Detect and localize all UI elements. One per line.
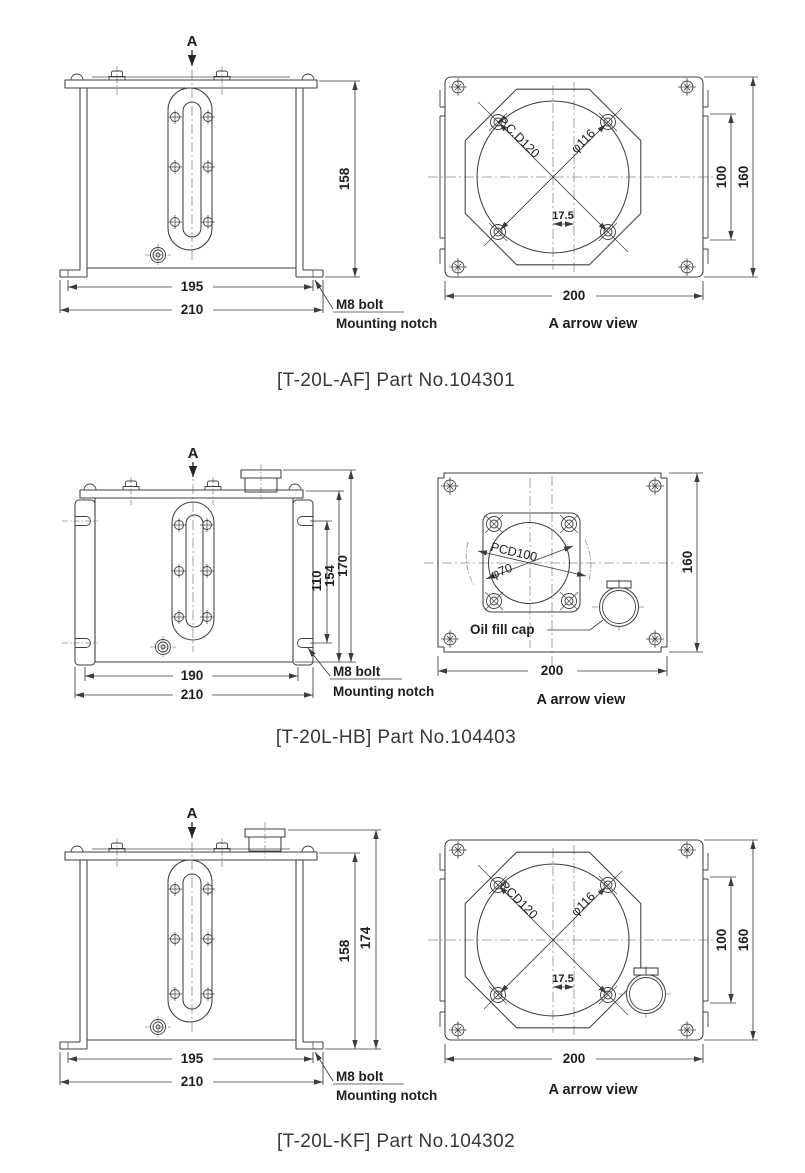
- callout-leader: [547, 620, 603, 630]
- dim-offset: 17.5: [552, 973, 574, 985]
- dim-outer-width: 210: [180, 302, 204, 317]
- pcd-label: PCD120: [497, 878, 541, 922]
- dim-inner-width: 195: [180, 279, 204, 294]
- dim-depth: 160: [736, 928, 751, 952]
- diameter-label: φ70: [488, 560, 515, 582]
- corner-screw-icon: [441, 477, 459, 495]
- corner-screw-icon: [678, 258, 696, 276]
- part-caption: [T-20L-KF] Part No.104302: [276, 1131, 516, 1152]
- dim-offset: 17.5: [552, 210, 574, 222]
- pcd-label: PCD100: [489, 539, 539, 565]
- view-arrow-label: A: [186, 805, 198, 822]
- dim-inner-width: 190: [180, 668, 204, 683]
- dim-height: 170: [335, 555, 350, 577]
- dim-hole-span: 100: [714, 928, 729, 952]
- dim-width: 200: [562, 288, 586, 303]
- pcd-label: P.C.D120: [495, 113, 543, 161]
- corner-screw-icon: [449, 78, 467, 96]
- corner-screw-icon: [646, 630, 664, 648]
- tank-front-outline: [60, 822, 404, 1085]
- corner-screw-icon: [678, 78, 696, 96]
- dim-height: 174: [358, 926, 373, 950]
- mounting-notch-mark: [68, 270, 313, 277]
- part-caption: [T-20L-AF] Part No.104301: [276, 370, 516, 391]
- arrow-view-title: A arrow view: [548, 316, 638, 332]
- corner-screw-icon: [449, 258, 467, 276]
- dim-outer-width: 210: [180, 1074, 204, 1089]
- notch-callout: Mounting notch: [336, 1088, 438, 1103]
- dim-body-height: 154: [322, 565, 337, 587]
- arrow-view-title: A arrow view: [536, 692, 626, 708]
- dim-depth: 160: [680, 550, 695, 574]
- front-view-t20l-kf: [60, 805, 437, 1103]
- dim-hole-span: 100: [714, 165, 729, 189]
- arrow-view-t20l-kf: [428, 840, 758, 1098]
- section-t20l-af: [60, 33, 758, 391]
- section-t20l-kf: [60, 805, 758, 1152]
- dim-body-height: 158: [337, 939, 352, 963]
- drain-plug-icon: [145, 244, 171, 266]
- dome-screw-icon: [302, 74, 314, 80]
- dim-inner-width: 195: [180, 1051, 204, 1066]
- tank-top-outline: [428, 840, 758, 1063]
- arrow-view-t20l-af: [428, 77, 758, 332]
- front-view-t20l-af: [60, 33, 437, 331]
- dim-window-span: 110: [309, 570, 324, 592]
- bolt-callout: M8 bolt: [333, 664, 381, 679]
- front-view-t20l-hb: [62, 445, 434, 702]
- view-arrow-label: A: [186, 33, 198, 50]
- bolt-callout: M8 bolt: [336, 297, 384, 312]
- side-bracket-icon: [75, 500, 95, 665]
- bolt-callout: M8 bolt: [336, 1069, 384, 1084]
- sight-glass-icon: [168, 88, 215, 250]
- corner-screw-icon: [441, 630, 459, 648]
- dim-outer-width: 210: [180, 687, 204, 702]
- oil-fill-cap-icon: [592, 579, 646, 631]
- view-arrow-label: A: [187, 445, 199, 462]
- dome-screw-icon: [71, 74, 83, 80]
- dim-depth: 160: [736, 165, 751, 189]
- section-t20l-hb: [62, 445, 703, 748]
- drain-plug-icon: [150, 636, 176, 658]
- corner-screw-icon: [646, 477, 664, 495]
- diameter-label: φ116: [568, 126, 599, 157]
- tank-top-outline: [428, 77, 758, 300]
- dim-height: 158: [337, 167, 352, 191]
- dim-width: 200: [562, 1051, 586, 1066]
- dim-width: 200: [540, 663, 564, 678]
- callout-leader: [315, 280, 333, 309]
- dome-screw-icon: [289, 484, 301, 490]
- oil-fill-cap-icon: [619, 966, 673, 1018]
- notch-callout: Mounting notch: [336, 316, 438, 331]
- part-caption: [T-20L-HB] Part No.104403: [275, 727, 517, 748]
- diameter-label: φ116: [568, 889, 599, 920]
- oil-fill-cap-callout: Oil fill cap: [470, 622, 535, 637]
- tank-front-outline: [60, 50, 404, 313]
- notch-callout: Mounting notch: [333, 684, 435, 699]
- dome-screw-icon: [84, 484, 96, 490]
- arrow-view-title: A arrow view: [548, 1082, 638, 1098]
- arrow-view-t20l-hb: [424, 473, 703, 708]
